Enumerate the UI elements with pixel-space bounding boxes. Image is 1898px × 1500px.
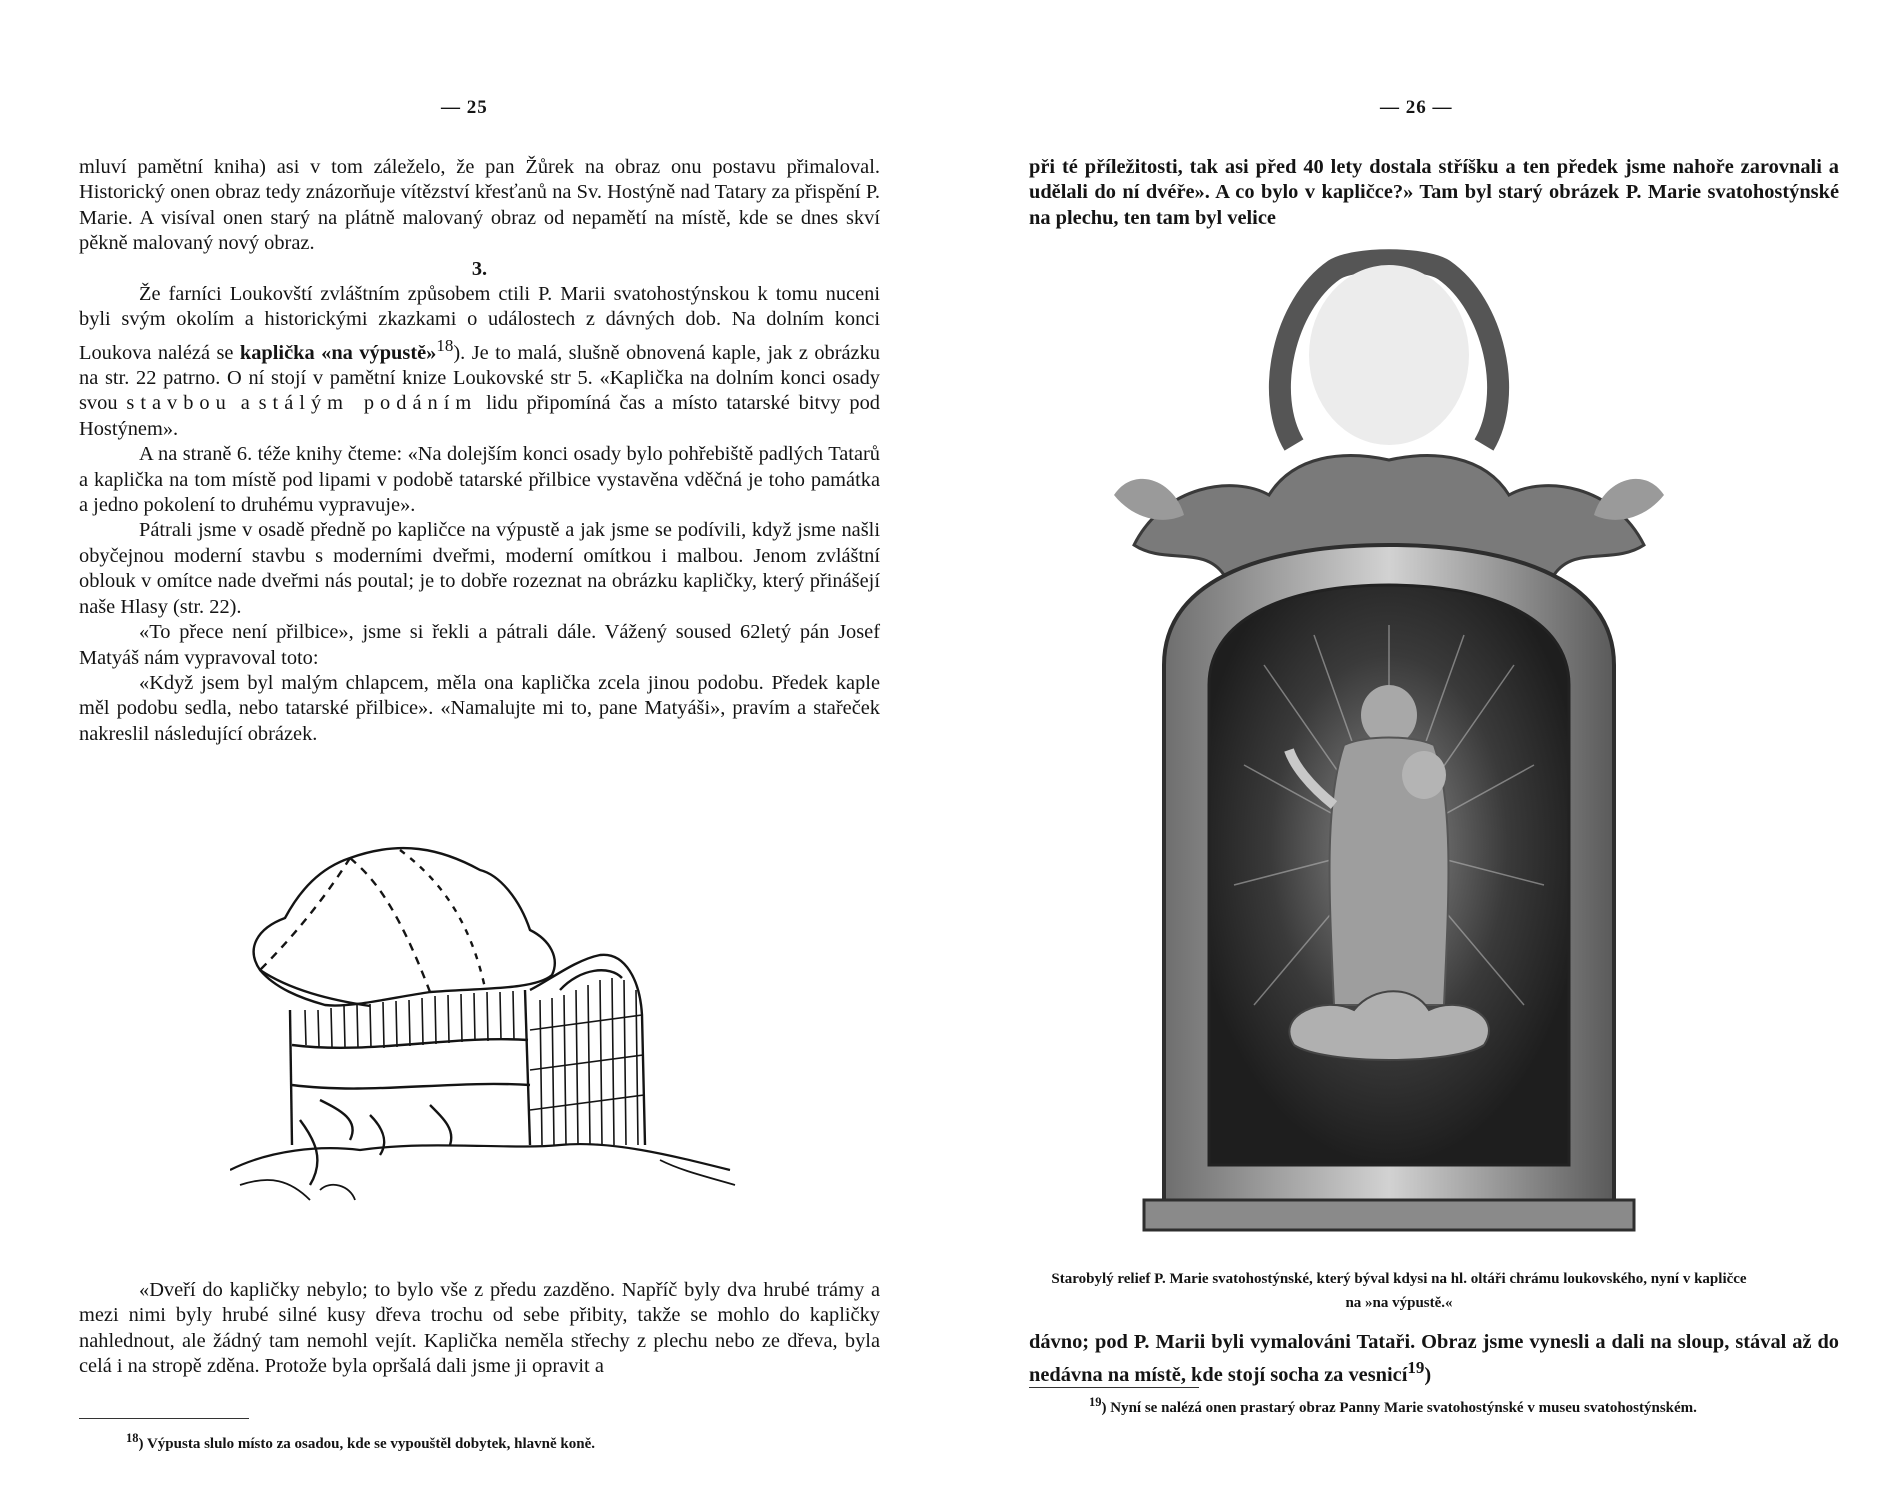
p2-end: lidu připomíná čas a místo tatarské bitvy pod Hostýnem». xyxy=(79,392,881,440)
right-text-top xyxy=(1029,155,1839,231)
left-text-top xyxy=(79,155,880,747)
section-number: 3. xyxy=(471,257,488,280)
paragraph-7: «Dveří do kapličky nebylo; to bylo vše z předu zazděno. Napříč byly dva hrubé trámy a mezi nimi byly hrubé silné kusy dřeva trochu od sebe přibity, takže se mohlo do kapličky nahlednout, ale žádný tam nemohl vejít. Kaplička neměla střechy z plechu nebo ze dřeva, byla celá i na stropě zděna. Protože byla opršalá dali jsme ji opravit a xyxy=(79,1279,880,1378)
left-text-bottom xyxy=(79,1278,880,1380)
footnote-mark-19: 19 xyxy=(1089,1395,1102,1409)
paragraph-right-2 xyxy=(1029,1330,1839,1389)
footnote-18 xyxy=(126,1428,886,1454)
footnote-18-text: ) Výpusta slulo místo za osadou, kde se vypouštěl dobytek, hlavně koně. xyxy=(138,1436,595,1452)
paragraph-6: «Když jsem byl malým chlapcem, měla ona kaplička zcela jinou podobu. Předek kaple měl podobu sedla, nebo tatarské přilbice». «Namalujte mi to, pane Matyáši», pravím a stařeček nakreslil následující obrázek. xyxy=(79,671,880,745)
p2-and: a xyxy=(231,392,259,415)
footnote-ref-19: 19 xyxy=(1407,1358,1425,1378)
paragraph-1: mluví pamětní kniha) asi v tom záleželo, že pan Žůrek na obraz onu postavu přimaloval. Historický onen obraz tedy znázorňuje vítězství křesťanů na Sv. Hostýně nad Tatary za přispění P. Marie. A visíval onen starý na plátně malovaný obraz od nepamětí na místě, kde se dnes skví pěkně malovaný nový obraz. xyxy=(79,156,880,255)
p-bottom-text: dávno; pod P. Marii byli vymalováni Tataři. Obraz jsme vynesli a dali na sloup, stával až do nedávna na místě, kde stojí socha za vesnicí xyxy=(1029,1331,1839,1387)
p-bottom-end: ) xyxy=(1424,1364,1432,1387)
p2-spaced-1: stavbou xyxy=(126,392,232,415)
footnote-mark-18: 18 xyxy=(126,1431,139,1445)
paragraph-3: A na straně 6. téže knihy čteme: «Na dolejším konci osady bylo pohřebiště padlých Tatarů a kaplička na tom místě pod lipami v podobě tatarské přilbice vystavěna vděčná je toho památka a jedno pokolení to druhému vypravuje». xyxy=(79,443,880,517)
paragraph-right-1: při té příležitosti, tak asi před 40 lety dostala stříšku a ten předek jsme nahoře zarovnali a udělali do ní dvéře». A co bylo v kapličce?» Tam byl starý obrázek P. Marie svatohostýnské na plechu, ten tam byl velice xyxy=(1029,156,1839,229)
p2-start: Že farníci Loukovští zvláštním způsobem ctili P. Marii svatohostýnskou k tomu nuceni byli svým okolím a historickými zkazkami o událostech z dávných dob. Na dolním konci Loukova nalézá se xyxy=(79,283,880,364)
footnote-ref-18: 18 xyxy=(436,335,454,355)
relief-photo xyxy=(1094,245,1684,1237)
p2-bold: kaplička «na výpustě» xyxy=(239,341,437,364)
paragraph-2 xyxy=(79,282,880,442)
p2-spaced-2: stálým podáním xyxy=(258,392,478,415)
footnote-rule-right xyxy=(1029,1387,1199,1388)
footnote-19 xyxy=(1029,1392,1839,1418)
p2-mid: ). Je to malá, slušně obnovená kaple, jak z obrázku na str. 22 patrno. O ní stojí v pamětní knize Loukovské str 5. «Kaplička na dolním konci osady svou xyxy=(79,341,880,415)
right-page xyxy=(949,0,1898,1500)
chapel-sketch xyxy=(230,840,740,1260)
footnote-rule-left xyxy=(79,1418,249,1419)
page-number-left: — 25 xyxy=(441,97,488,118)
paragraph-4: Pátrali jsme v osadě předně po kapličce na výpustě a jak jsme se podívili, když jsme našli obyčejnou moderní stavbu s moderními dveřmi, moderní omítkou i malbou. Jenom zvláštní oblouk v omítce nade dveřmi nás poutal; je to dobře rozeznat na obrázku kapličky, který přinášejí naše Hlasy (str. 22). xyxy=(79,519,880,618)
paragraph-5: «To přece není přilbice», jsme si řekli a pátrali dále. Vážený soused 62letý pán Josef Matyáš nám vypravoval toto: xyxy=(79,621,880,669)
footnote-19-text: ) Nyní se nalézá onen prastarý obraz Panny Marie svatohostýnské v museu svatohostýnském. xyxy=(1101,1400,1697,1416)
figure-caption: Starobylý relief P. Marie svatohostýnské, který býval kdysi na hl. oltáři chrámu loukovského, nyní v kapličce na »na výpustě.« xyxy=(1051,1271,1747,1311)
page-number-right: — 26 — xyxy=(1380,97,1453,118)
right-text-bottom xyxy=(1029,1330,1839,1389)
